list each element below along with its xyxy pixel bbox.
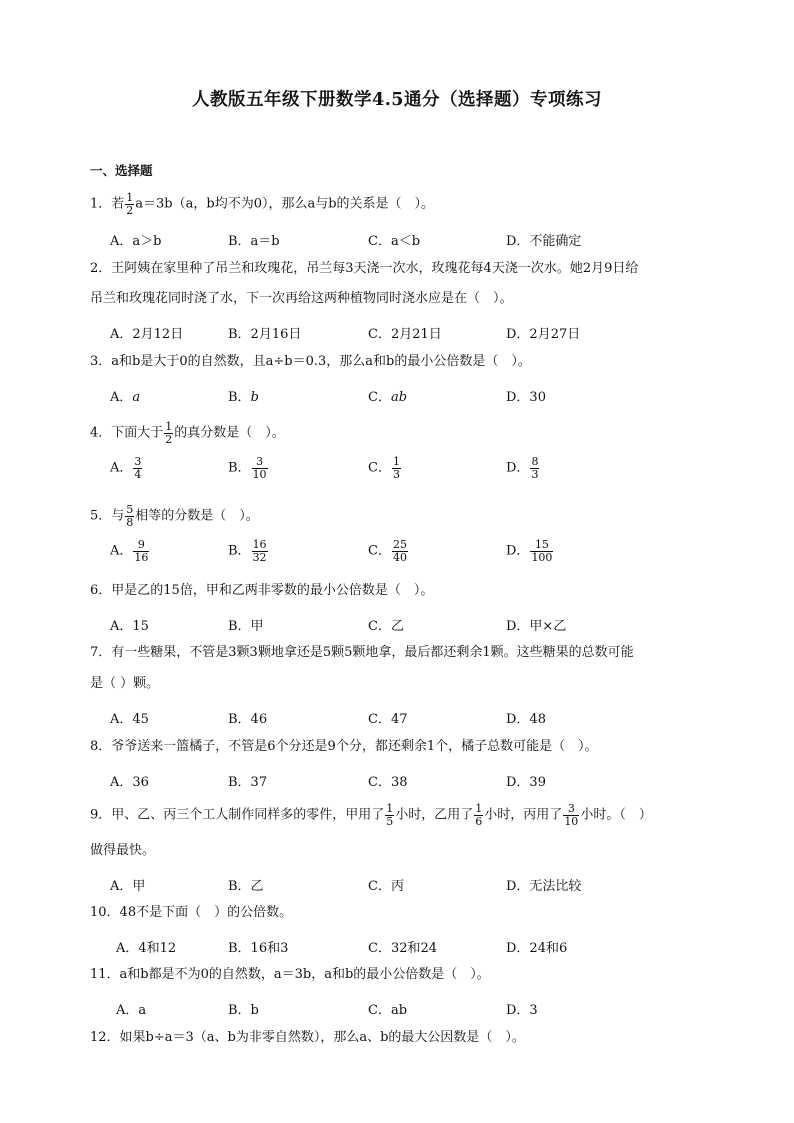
question-11: 11．a和b都是不为0的自然数，a＝3b，a和b的最小公倍数是（ ）。 (90, 967, 490, 982)
page-title: 人教版五年级下册数学4.5通分（选择题）专项练习 (192, 90, 602, 110)
option-c[interactable]: C．丙 (368, 879, 404, 894)
option-b[interactable]: B．37 (228, 775, 268, 790)
option-c[interactable]: C． $\frac{1}{3}$ (368, 455, 400, 481)
option-b[interactable]: B．16和3 (228, 941, 289, 956)
option-d[interactable]: D．30 (506, 390, 546, 405)
question-2: 2．王阿姨在家里种了吊兰和玫瑰花，吊兰每3天浇一次水，玫瑰花每4天浇一次水。她2月9日给 (90, 261, 639, 276)
option-b[interactable]: B．2月16日 (228, 327, 302, 342)
option-c[interactable]: C．32和24 (368, 941, 438, 956)
question-7: 7．有一些糖果，不管是3颗3颗地拿还是5颗5颗地拿，最后都还剩余1颗。这些糖果的总数可能 (90, 645, 634, 660)
option-d[interactable]: D． $\frac{8}{3}$ (506, 455, 539, 481)
question-6: 6．甲是乙的15倍，甲和乙两非零数的最小公倍数是（ ）。 (90, 583, 434, 598)
option-a[interactable]: A． $\frac{9}{16}$ (110, 538, 149, 564)
option-b[interactable]: B．甲 (228, 619, 264, 634)
option-c[interactable]: C． $\frac{25}{40}$ (368, 538, 407, 564)
option-a[interactable]: A．4和12 (116, 941, 177, 956)
option-c[interactable]: C．乙 (368, 619, 404, 634)
option-a[interactable]: A．a (110, 390, 141, 405)
option-c[interactable]: C．a＜b (368, 234, 421, 249)
question-5: 5．与 $\frac{5}{8}$ 相等的分数是（ ）。 (90, 503, 259, 529)
option-d[interactable]: D．48 (506, 712, 546, 727)
option-a[interactable]: A．15 (110, 619, 149, 634)
option-b[interactable]: B．a＝b (228, 234, 280, 249)
fraction: $\frac{1}{2}$ (165, 420, 173, 446)
option-a[interactable]: A．45 (110, 712, 149, 727)
option-b[interactable]: B．b (228, 1003, 259, 1018)
option-d[interactable]: D．无法比较 (506, 879, 582, 894)
option-c[interactable]: C．2月21日 (368, 327, 442, 342)
option-a[interactable]: A．a (116, 1003, 147, 1018)
option-b[interactable]: B．b (228, 390, 259, 405)
section-heading: 一、选择题 (90, 163, 153, 178)
option-d[interactable]: D． $\frac{15}{100}$ (506, 538, 553, 564)
option-a[interactable]: A．甲 (110, 879, 146, 894)
option-d[interactable]: D．不能确定 (506, 234, 582, 249)
option-c[interactable]: C．ab (368, 1003, 408, 1018)
question-8: 8．爷爷送来一篮橘子，不管是6个分还是9个分，都还剩余1个，橘子总数可能是（ ）。 (90, 739, 598, 754)
option-a[interactable]: A．36 (110, 775, 149, 790)
question-9: 9．甲、乙、丙三个工人制作同样多的零件，甲用了 $\frac{1}{5}$ 小时，乙用了 $\frac{1}{6}$ 小时，丙用了 $\frac{3}{10}$ 小时。（ ） (90, 802, 652, 828)
fraction: $\frac{5}{8}$ (126, 503, 134, 529)
option-b[interactable]: B．乙 (228, 879, 264, 894)
question-2-cont: 吊兰和玫瑰花同时浇了水，下一次再给这两种植物同时浇水应是在（ ）。 (90, 291, 513, 306)
question-10: 10．48不是下面（ ）的公倍数。 (90, 905, 293, 920)
question-3: 3．a和b是大于0的自然数，且a÷b＝0.3，那么a和b的最小公倍数是（ ）。 (90, 354, 531, 369)
option-b[interactable]: B． $\frac{3}{10}$ (228, 455, 267, 481)
option-c[interactable]: C．47 (368, 712, 408, 727)
option-c[interactable]: C．38 (368, 775, 408, 790)
option-d[interactable]: D．甲×乙 (506, 619, 567, 634)
option-b[interactable]: B．46 (228, 712, 268, 727)
question-1: 1．若 $\frac{1}{2}$ a＝3b（a，b均不为0），那么a与b的关系是（ ）。 (90, 191, 435, 217)
option-a[interactable]: A．2月12日 (110, 327, 184, 342)
question-12: 12．如果b÷a＝3（a、b为非零自然数），那么a、b的最大公因数是（ ）。 (90, 1030, 525, 1045)
fraction: $\frac{1}{2}$ (126, 191, 134, 217)
option-d[interactable]: D．2月27日 (506, 327, 581, 342)
option-d[interactable]: D．24和6 (506, 941, 568, 956)
option-d[interactable]: D．3 (506, 1003, 538, 1018)
option-a[interactable]: A． $\frac{3}{4}$ (110, 455, 142, 481)
option-b[interactable]: B． $\frac{16}{32}$ (228, 538, 267, 564)
option-a[interactable]: A．a＞b (110, 234, 162, 249)
question-4: 4．下面大于 $\frac{1}{2}$ 的真分数是（ ）。 (90, 420, 285, 446)
question-7-cont: 是（ ）颗。 (90, 676, 160, 691)
option-d[interactable]: D．39 (506, 775, 546, 790)
question-9-cont: 做得最快。 (90, 843, 156, 858)
option-c[interactable]: C．ab (368, 390, 408, 405)
